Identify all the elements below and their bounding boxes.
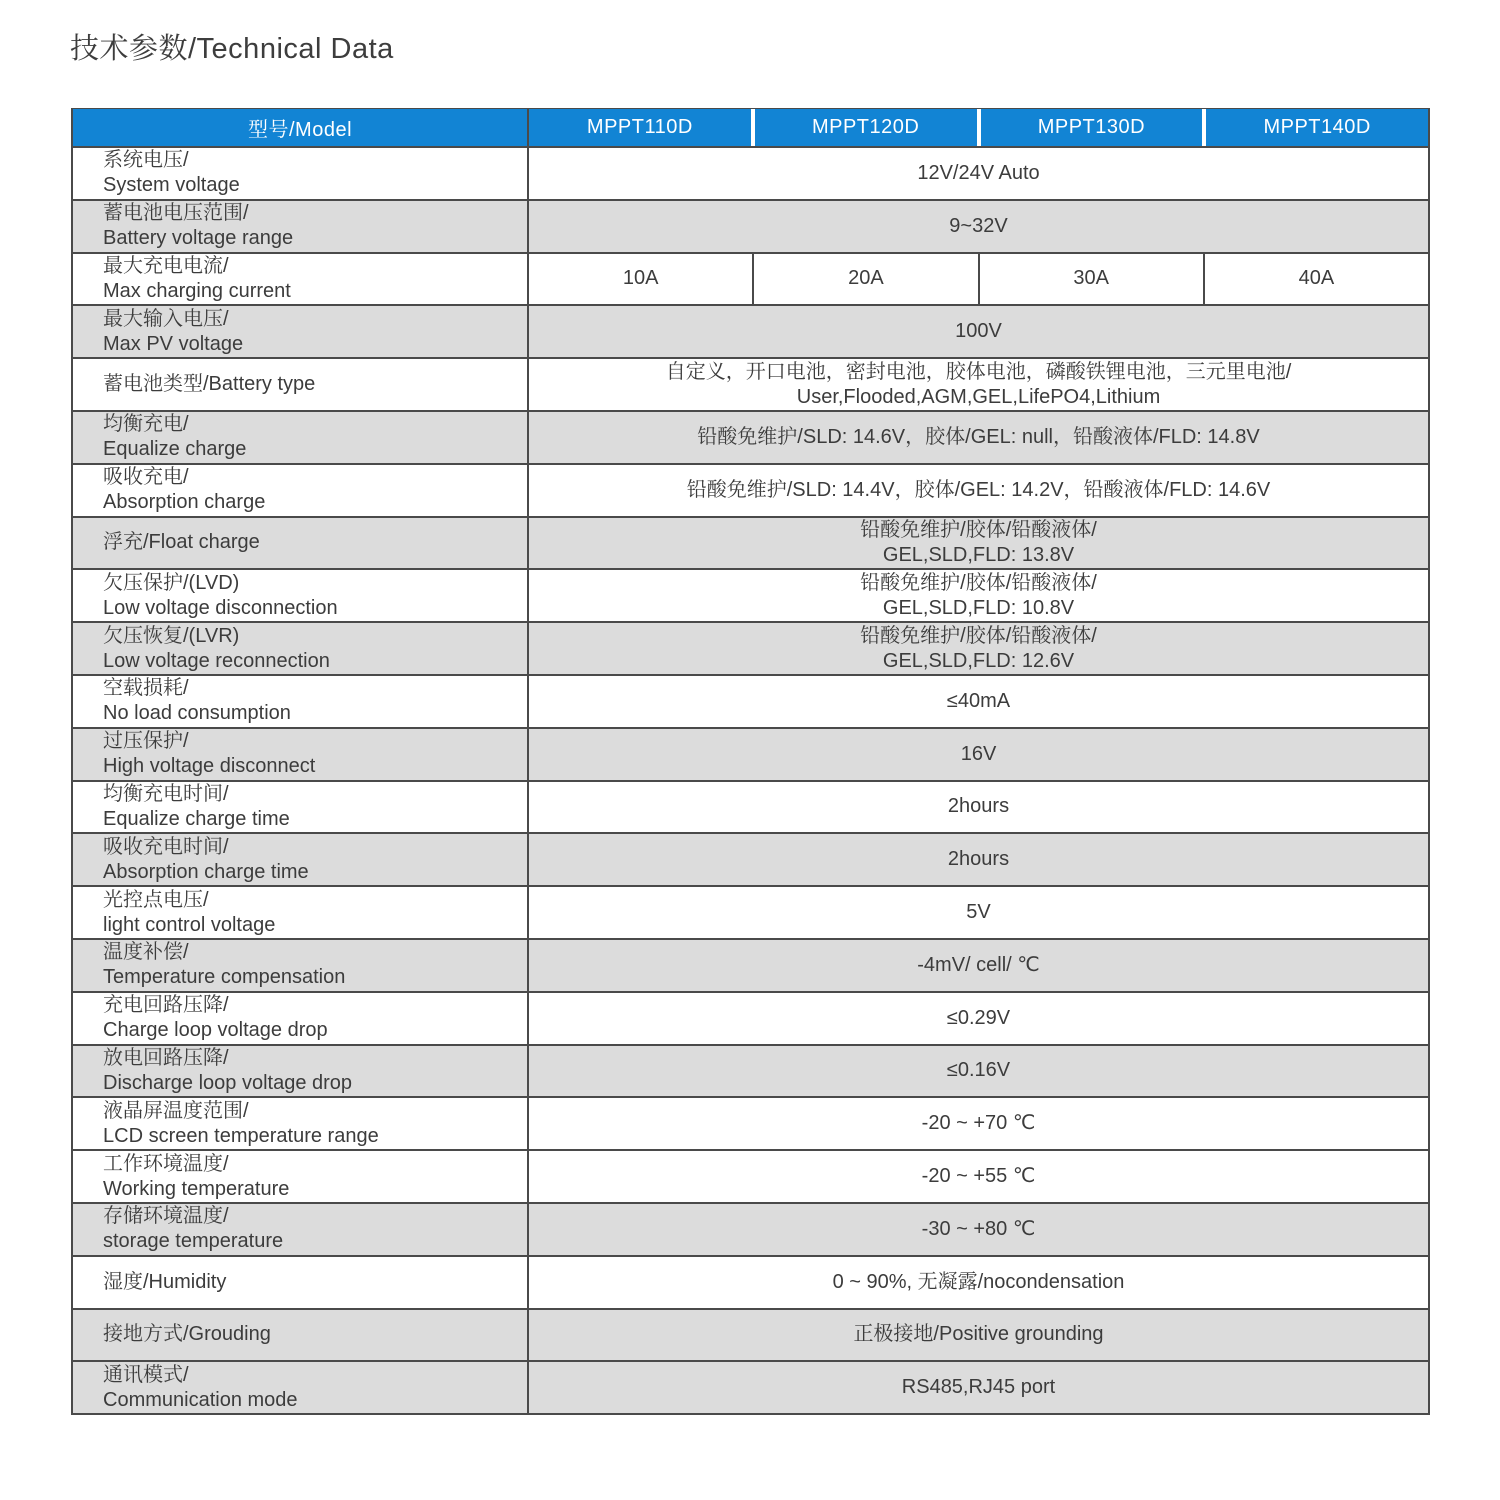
row-value: [529, 1257, 1428, 1308]
row-value-cell: 20A: [752, 254, 977, 305]
row-label-line: 温度补偿/: [103, 941, 189, 964]
row-label-line: 最大输入电压/: [103, 307, 229, 330]
header-cell-mppt120d: MPPT120D: [751, 109, 977, 146]
row-value: [529, 1098, 1428, 1149]
header-cell-mppt130d: MPPT130D: [977, 109, 1203, 146]
row-label: [73, 254, 529, 305]
row-label-line: 空载损耗/: [103, 677, 189, 700]
row-value-line: -20 ~ +55 ℃: [921, 1165, 1036, 1188]
row-value-line: 铅酸免维护/胶体/铅酸液体/: [860, 518, 1097, 541]
table-row: [73, 674, 1428, 727]
row-value-line: GEL,SLD,FLD: 13.8V: [882, 543, 1075, 566]
row-label: [73, 1257, 529, 1308]
row-value: [529, 1046, 1428, 1097]
row-label-line: light control voltage: [103, 913, 276, 936]
row-label: [73, 1310, 529, 1361]
row-value-line: RS485,RJ45 port: [901, 1376, 1056, 1399]
table-row: [73, 1096, 1428, 1149]
row-label: [73, 1151, 529, 1202]
table-row: [73, 304, 1428, 357]
row-label-line: 通讯模式/: [103, 1363, 189, 1386]
table-row: [73, 1202, 1428, 1255]
row-label-line: 过压保护/: [103, 730, 189, 753]
row-label-line: Absorption charge: [103, 491, 266, 514]
row-label: [73, 148, 529, 199]
row-value-line: 16V: [960, 742, 997, 765]
row-label: [73, 729, 529, 780]
row-label: [73, 359, 529, 410]
row-label-line: Low voltage reconnection: [103, 649, 330, 672]
row-label-line: 接地方式/Grouding: [103, 1323, 271, 1346]
page-title: 技术参数/Technical Data: [70, 33, 394, 65]
row-value-line: 9~32V: [949, 214, 1008, 237]
row-value-line: 100V: [955, 320, 1002, 343]
row-label-line: storage temperature: [103, 1230, 284, 1253]
row-label: [73, 1362, 529, 1413]
row-value: [529, 1151, 1428, 1202]
row-value: [529, 834, 1428, 885]
row-label-line: 湿度/Humidity: [103, 1270, 227, 1293]
row-label-line: 蓄电池电压范围/: [103, 202, 249, 225]
table-body: [73, 146, 1428, 1413]
row-label-line: 欠压恢复/(LVR): [103, 624, 240, 647]
row-value-line: ≤0.29V: [946, 1006, 1011, 1029]
row-label-line: 欠压保护/(LVD): [103, 571, 240, 594]
row-label: [73, 623, 529, 674]
row-label-line: Discharge loop voltage drop: [103, 1071, 353, 1094]
row-value: [529, 518, 1428, 569]
table-row: [73, 1149, 1428, 1202]
row-label: [73, 306, 529, 357]
row-label-line: Absorption charge time: [103, 860, 309, 883]
row-value-line: GEL,SLD,FLD: 12.6V: [882, 649, 1075, 672]
row-value-line: ≤40mA: [946, 689, 1011, 712]
row-label-line: Equalize charge: [103, 438, 247, 461]
row-label-line: No load consumption: [103, 702, 291, 725]
row-label: [73, 782, 529, 833]
row-label-line: Charge loop voltage drop: [103, 1019, 328, 1042]
row-label-line: 系统电压/: [103, 149, 189, 172]
row-label-line: 液晶屏温度范围/: [103, 1099, 249, 1122]
row-label-line: 均衡充电/: [103, 413, 189, 436]
header-cell-mppt140d: MPPT140D: [1202, 109, 1428, 146]
header-cell-mppt110d: MPPT110D: [586, 116, 693, 138]
row-value-cells: [529, 254, 1428, 305]
row-value: [529, 570, 1428, 621]
table-row: [73, 1255, 1428, 1308]
row-label-line: High voltage disconnect: [103, 755, 316, 778]
row-value-line: -20 ~ +70 ℃: [921, 1112, 1036, 1135]
row-value: [529, 306, 1428, 357]
row-label-line: 蓄电池类型/Battery type: [103, 373, 316, 396]
row-value-line: 2hours: [947, 795, 1010, 818]
table-row: [73, 199, 1428, 252]
row-value-line: 铅酸免维护/SLD: 14.6V，胶体/GEL: null，铅酸液体/FLD: 14.8V: [697, 425, 1260, 448]
table-row: [73, 516, 1428, 569]
row-value: [529, 623, 1428, 674]
row-value-line: -30 ~ +80 ℃: [921, 1217, 1036, 1240]
row-label-line: 光控点电压/: [103, 888, 209, 911]
table-row: [73, 146, 1428, 199]
table-row: [73, 832, 1428, 885]
table-row: [73, 1308, 1428, 1361]
row-value: [529, 1362, 1428, 1413]
table-row: [73, 938, 1428, 991]
table-row: [73, 252, 1428, 305]
row-label-line: 存储环境温度/: [103, 1205, 229, 1228]
row-value: [529, 940, 1428, 991]
table-row: [73, 991, 1428, 1044]
row-label: [73, 201, 529, 252]
row-label-line: 最大充电电流/: [103, 254, 229, 277]
table-header-row: [73, 109, 1428, 146]
row-label-line: LCD screen temperature range: [103, 1124, 379, 1147]
row-label-line: Max charging current: [103, 279, 291, 302]
row-label-line: Equalize charge time: [103, 807, 290, 830]
header-cell-model: 型号/Model: [73, 109, 529, 146]
row-label: [73, 570, 529, 621]
row-label-line: Communication mode: [103, 1388, 298, 1411]
table-row: [73, 357, 1428, 410]
row-value-line: ≤0.16V: [946, 1059, 1011, 1082]
row-label-line: Working temperature: [103, 1177, 290, 1200]
table-row: [73, 568, 1428, 621]
row-value: [529, 782, 1428, 833]
row-label: [73, 518, 529, 569]
row-value: [529, 465, 1428, 516]
row-value: [529, 1310, 1428, 1361]
table-row: [73, 1360, 1428, 1413]
row-label-line: 浮充/Float charge: [103, 531, 260, 554]
row-value: [529, 887, 1428, 938]
row-value-line: User,Flooded,AGM,GEL,LifePO4,Lithium: [796, 385, 1161, 408]
row-label-line: System voltage: [103, 174, 240, 197]
row-value: [529, 359, 1428, 410]
row-label: [73, 887, 529, 938]
row-label: [73, 1046, 529, 1097]
row-value: [529, 412, 1428, 463]
table-row: [73, 727, 1428, 780]
row-value-line: -4mV/ cell/ ℃: [917, 953, 1040, 976]
row-label: [73, 1098, 529, 1149]
row-label-line: 工作环境温度/: [103, 1152, 229, 1175]
row-label: [73, 412, 529, 463]
row-label-line: Temperature compensation: [103, 966, 346, 989]
row-label: [73, 993, 529, 1044]
row-value-line: 5V: [966, 901, 991, 924]
row-label: [73, 465, 529, 516]
row-value: [529, 1204, 1428, 1255]
row-label-line: 均衡充电时间/: [103, 782, 229, 805]
row-label-line: Battery voltage range: [103, 227, 294, 250]
row-value: [529, 201, 1428, 252]
row-label-line: 吸收充电/: [103, 466, 189, 489]
row-label: [73, 676, 529, 727]
row-value-line: 0 ~ 90%, 无凝露/nocondensation: [832, 1270, 1125, 1293]
technical-data-table: [71, 108, 1430, 1415]
row-label: [73, 834, 529, 885]
row-value-line: 铅酸免维护/SLD: 14.4V，胶体/GEL: 14.2V，铅酸液体/FLD: 14.6V: [686, 478, 1271, 501]
table-row: [73, 621, 1428, 674]
row-value-line: GEL,SLD,FLD: 10.8V: [882, 596, 1075, 619]
row-value-cell: 30A: [978, 254, 1203, 305]
row-label: [73, 1204, 529, 1255]
row-label-line: Max PV voltage: [103, 332, 244, 355]
row-value-line: 正极接地/Positive grounding: [853, 1323, 1104, 1346]
table-row: [73, 410, 1428, 463]
row-value-line: 2hours: [947, 848, 1010, 871]
row-value: [529, 993, 1428, 1044]
row-value-line: 铅酸免维护/胶体/铅酸液体/: [860, 571, 1097, 594]
row-label-line: 吸收充电时间/: [103, 835, 229, 858]
row-label-line: 放电回路压降/: [103, 1046, 229, 1069]
table-row: [73, 1044, 1428, 1097]
row-value-cell: 10A: [622, 267, 659, 290]
row-value-line: 12V/24V Auto: [917, 161, 1040, 184]
table-row: [73, 780, 1428, 833]
row-label-line: 充电回路压降/: [103, 994, 229, 1017]
table-row: [73, 463, 1428, 516]
row-value-line: 自定义，开口电池，密封电池，胶体电池，磷酸铁锂电池，三元里电池/: [665, 360, 1292, 383]
row-value: [529, 676, 1428, 727]
row-value: [529, 148, 1428, 199]
table-row: [73, 885, 1428, 938]
row-label: [73, 940, 529, 991]
row-value-line: 铅酸免维护/胶体/铅酸液体/: [860, 624, 1097, 647]
row-label-line: Low voltage disconnection: [103, 596, 338, 619]
row-value-cell: 40A: [1203, 254, 1428, 305]
row-value: [529, 729, 1428, 780]
